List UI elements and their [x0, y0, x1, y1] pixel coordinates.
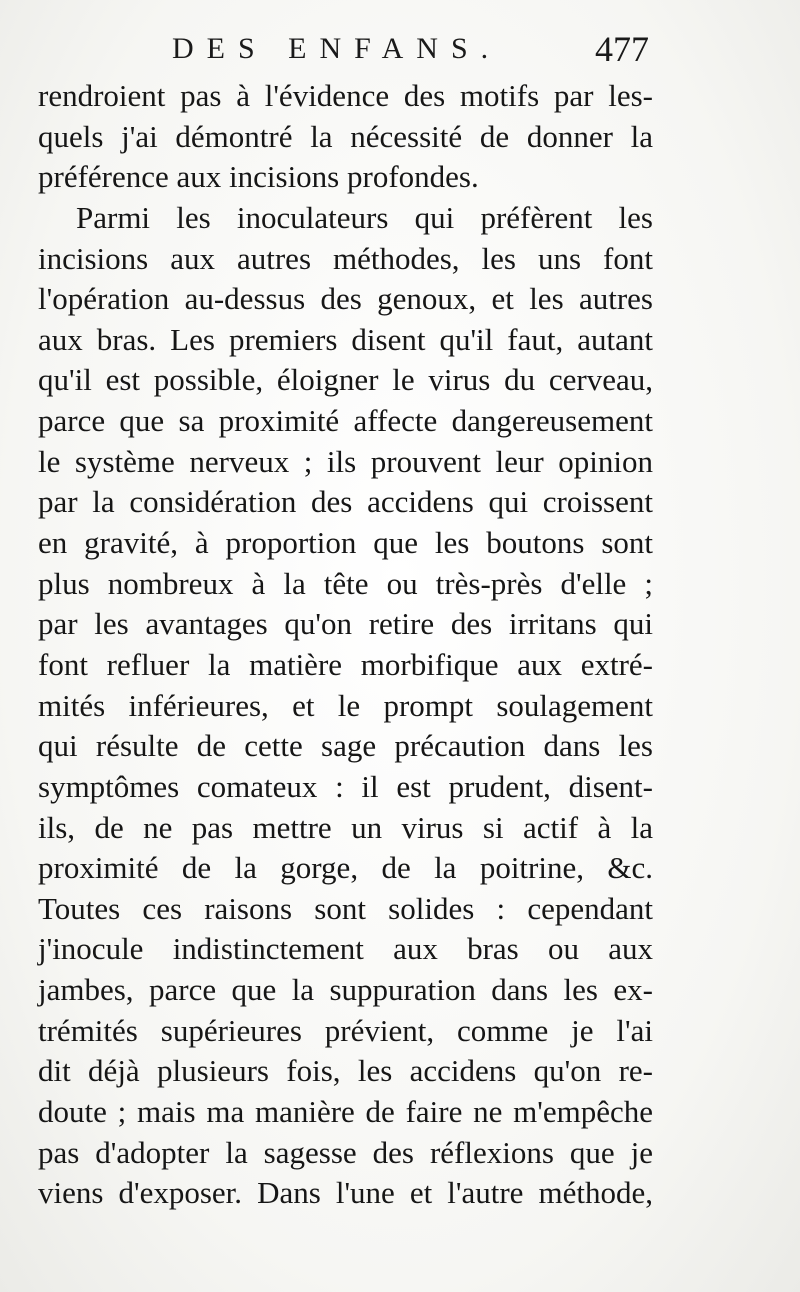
- text-line: plus nombreux à la tête ou très-près d'elle ;: [38, 565, 653, 601]
- text-line: incisions aux autres méthodes, les uns font: [38, 240, 653, 276]
- text-line: font refluer la matière morbifique aux extré-: [38, 646, 653, 682]
- text-line: qui résulte de cette sage précaution dans les: [38, 728, 653, 764]
- text-line: doute ; mais ma manière de faire ne m'empêche: [38, 1094, 653, 1130]
- text-line: symptômes comateux : il est prudent, disent-: [38, 768, 653, 804]
- text-line: Parmi les inoculateurs qui préfèrent les: [76, 199, 653, 235]
- text-line: dit déjà plusieurs fois, les accidens qu'on re-: [38, 1053, 653, 1089]
- text-line: rendroient pas à l'évidence des motifs par les-: [38, 78, 653, 113]
- running-head: [40, 24, 660, 74]
- text-line: le système nerveux ; ils prouvent leur opinion: [38, 443, 653, 479]
- text-line: quels j'ai démontré la nécessité de donner la: [38, 118, 653, 154]
- text-line: préférence aux incisions profondes.: [38, 159, 479, 195]
- text-line: par la considération des accidens qui croissent: [38, 484, 653, 520]
- text-line: en gravité, à proportion que les boutons sont: [38, 525, 653, 561]
- text-line: pas d'adopter la sagesse des réflexions que je: [38, 1134, 653, 1170]
- text-line: trémités supérieures prévient, comme je l'ai: [38, 1012, 653, 1048]
- text-line: Toutes ces raisons sont solides : cependant: [38, 890, 653, 926]
- text-line: ils, de ne pas mettre un virus si actif à la: [38, 809, 653, 845]
- text-line: qu'il est possible, éloigner le virus du cerveau,: [38, 362, 653, 398]
- running-head-title: DES ENFANS.: [172, 32, 502, 65]
- text-line: proximité de la gorge, de la poitrine, &c.: [38, 850, 653, 886]
- page-number: 477: [595, 29, 649, 69]
- text-line: l'opération au-dessus des genoux, et les autres: [38, 281, 653, 317]
- text-line: par les avantages qu'on retire des irritans qui: [38, 606, 653, 642]
- text-line: parce que sa proximité affecte dangereusement: [38, 403, 653, 439]
- text-line: aux bras. Les premiers disent qu'il faut, autant: [38, 321, 653, 357]
- text-line: j'inocule indistinctement aux bras ou aux: [38, 931, 653, 967]
- text-line: viens d'exposer. Dans l'une et l'autre méthode,: [38, 1175, 653, 1211]
- body-text: [38, 76, 653, 1214]
- text-line: jambes, parce que la suppuration dans les ex-: [38, 972, 653, 1008]
- text-line: mités inférieures, et le prompt soulagement: [38, 687, 653, 723]
